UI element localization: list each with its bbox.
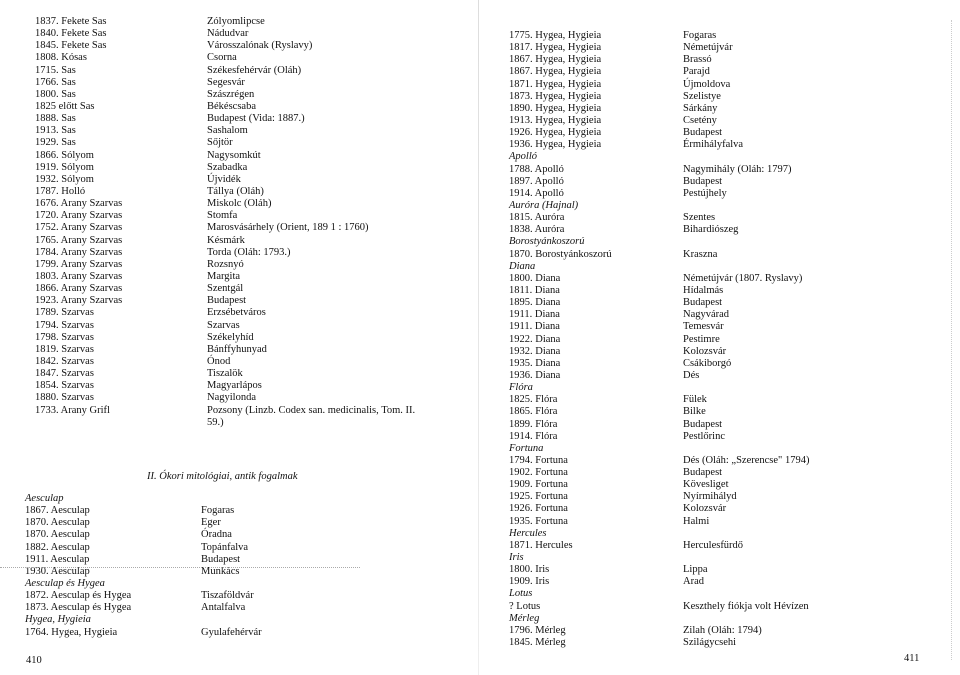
entry-location: Budapest xyxy=(683,175,723,187)
entry-name: 1720. Arany Szarvas xyxy=(35,210,123,222)
entry-location: Sárkány xyxy=(683,102,718,114)
entry-location: Sőjtör xyxy=(207,137,233,149)
entry-name: 1788. Apolló xyxy=(509,163,564,175)
entry-name: 1766. Sas xyxy=(35,76,76,88)
entry-name: 1865. Flóra xyxy=(509,406,558,418)
entry-location: Nagyvárad xyxy=(683,309,730,321)
entry-location: Lippa xyxy=(683,564,708,576)
entry-name: Apolló xyxy=(509,151,537,163)
entry-name: 1932. Sólyom xyxy=(35,173,94,185)
entry-name: 1764. Hygea, Hygieia xyxy=(25,626,118,638)
entry-name: 1888. Sas xyxy=(35,113,76,125)
entry-name: 1794. Fortuna xyxy=(509,454,568,466)
entry-name: 1909. Iris xyxy=(509,576,550,588)
entry-name: 1799. Arany Szarvas xyxy=(35,258,123,270)
entry-location: Dés (Oláh: „Szerencse" 1794) xyxy=(683,454,810,466)
entry-name: 1935. Diana xyxy=(509,357,561,369)
entry-name: 1787. Holló xyxy=(35,185,86,197)
entry-name: 1794. Szarvas xyxy=(35,319,94,331)
entry-name: 1936. Diana xyxy=(509,369,561,381)
entry-location: Pestújhely xyxy=(683,187,727,199)
entry-name: 1932. Diana xyxy=(509,345,561,357)
entry-name: 1733. Arany Grifl xyxy=(35,404,110,416)
entry-location: Herculesfürdő xyxy=(683,539,744,551)
entry-location: Bihardiószeg xyxy=(683,224,739,236)
entry-location: Késmárk xyxy=(207,234,245,246)
entry-location xyxy=(683,261,809,273)
entry-location xyxy=(683,151,809,163)
entry-location: Nagyilonda xyxy=(207,392,256,404)
entry-name: Diana xyxy=(509,260,536,272)
entry-name: Hercules xyxy=(509,527,547,539)
entry-location: Székesfehérvár (Oláh) xyxy=(207,64,302,76)
entry-name: 1817. Hygea, Hygieia xyxy=(509,42,602,54)
entry-location xyxy=(683,528,809,540)
left-col-pharmacy-names xyxy=(35,16,122,417)
entry-location xyxy=(683,382,809,394)
entry-name: 1867. Hygea, Hygieia xyxy=(509,54,602,66)
entry-name: 1919. Sólyom xyxy=(35,161,94,173)
entry-location: Eger xyxy=(201,517,221,529)
entry-location: Halmi xyxy=(683,515,710,527)
entry-name: 1914. Apolló xyxy=(509,187,564,199)
entry-name: Aesculap és Hygea xyxy=(25,577,105,589)
entry-location: Gyulafehérvár xyxy=(201,626,262,638)
entry-name: 1909. Fortuna xyxy=(509,479,568,491)
entry-location: Tiszalök xyxy=(207,368,243,380)
entry-name: 1866. Sólyom xyxy=(35,149,94,161)
page-edge xyxy=(951,20,953,660)
entry-location: Arad xyxy=(683,576,704,588)
entry-name: 1873. Aesculap és Hygea xyxy=(25,602,132,614)
entry-location: Zilah (Oláh: 1794) xyxy=(683,624,762,636)
entry-name: 1866. Arany Szarvas xyxy=(35,283,123,295)
entry-location xyxy=(201,614,262,626)
entry-name: Lotus xyxy=(509,588,533,600)
entry-location: Sashalom xyxy=(207,125,248,137)
entry-location xyxy=(683,200,809,212)
entry-location xyxy=(683,588,809,600)
entry-name: 1715. Sas xyxy=(35,64,76,76)
entry-name: 1796. Mérleg xyxy=(509,624,566,636)
entry-location: Segesvár xyxy=(207,76,245,88)
entry-name: 1930. Aesculap xyxy=(25,565,90,577)
entry-name: Mérleg xyxy=(509,612,540,624)
entry-location: Kraszna xyxy=(683,248,718,260)
entry-location: 59.) xyxy=(207,416,224,428)
entry-location: Fogaras xyxy=(683,30,717,41)
entry-name: Borostyánkoszorú xyxy=(509,236,585,248)
right-col-locations xyxy=(683,30,809,649)
entry-location: Brassó xyxy=(683,54,712,66)
entry-location xyxy=(201,493,262,505)
entry-location: Budapest (Vida: 1887.) xyxy=(207,113,305,125)
entry-location: Érmihályfalva xyxy=(683,139,744,151)
page-gutter xyxy=(478,0,479,675)
entry-name: Flóra xyxy=(509,382,533,394)
entry-location: Fogaras xyxy=(201,505,235,517)
entry-name: 1775. Hygea, Hygieia xyxy=(509,30,602,41)
entry-name: 1872. Aesculap és Hygea xyxy=(25,590,132,602)
entry-name: 1803. Arany Szarvas xyxy=(35,270,123,282)
entry-location: Szentes xyxy=(683,212,716,224)
entry-location: Németújvár xyxy=(683,42,733,54)
entry-name: 1897. Apolló xyxy=(509,175,564,187)
entry-location: Margita xyxy=(207,270,241,282)
entry-location: Óradna xyxy=(201,529,232,541)
entry-location: Tiszaföldvár xyxy=(201,590,254,602)
entry-name: 1789. Szarvas xyxy=(35,307,94,319)
entry-location: Németújvár (1807. Ryslavy) xyxy=(683,272,803,284)
entry-location: Pozsony (Linzb. Codex san. medicinalis, Tom. II. xyxy=(207,404,416,416)
entry-name: 1929. Sas xyxy=(35,137,76,149)
entry-name: 1873. Hygea, Hygieia xyxy=(509,90,602,102)
entry-name: 1926. Fortuna xyxy=(509,503,568,515)
entry-name: 1800. Diana xyxy=(509,272,561,284)
entry-name: 1913. Sas xyxy=(35,125,76,137)
entry-name: 1911. Aesculap xyxy=(25,553,90,565)
entry-location: Nagymihály (Oláh: 1797) xyxy=(683,163,792,175)
entry-location: Bánffyhunyad xyxy=(207,343,267,355)
entry-location: Székelyhíd xyxy=(207,331,254,343)
entry-name: ? Lotus xyxy=(509,600,541,612)
entry-location: Budapest xyxy=(683,467,723,479)
entry-location: Budapest xyxy=(201,553,241,565)
entry-location xyxy=(683,552,809,564)
entry-name: 1936. Hygea, Hygieia xyxy=(509,139,602,151)
entry-name: 1815. Auróra xyxy=(509,212,565,224)
entry-location: Stomfa xyxy=(207,210,238,222)
left-col-mythology-locations xyxy=(201,493,262,639)
dotted-line xyxy=(0,567,360,568)
entry-name: 1837. Fekete Sas xyxy=(35,16,107,27)
entry-location: Miskolc (Oláh) xyxy=(207,198,272,210)
entry-name: 1845. Mérleg xyxy=(509,637,566,649)
entry-location: Budapest xyxy=(683,127,723,139)
entry-name: 1819. Szarvas xyxy=(35,343,94,355)
entry-location: Munkács xyxy=(201,565,240,577)
entry-name: 1811. Diana xyxy=(509,284,560,296)
entry-name: 1825 előtt Sas xyxy=(35,100,95,112)
entry-location: Szabadka xyxy=(207,161,248,173)
entry-name: 1880. Szarvas xyxy=(35,392,94,404)
entry-name: 1765. Arany Szarvas xyxy=(35,234,123,246)
entry-location: Nádudvar xyxy=(207,28,249,40)
entry-location: Szilágycsehi xyxy=(683,637,737,649)
entry-name: 1871. Hercules xyxy=(509,539,573,551)
entry-location: Szelistye xyxy=(683,90,721,102)
entry-location: Újvidék xyxy=(207,173,241,185)
entry-name: 1890. Hygea, Hygieia xyxy=(509,102,602,114)
entry-name: 1871. Hygea, Hygieia xyxy=(509,78,602,90)
entry-name: 1838. Auróra xyxy=(509,224,565,236)
entry-name: 1895. Diana xyxy=(509,297,561,309)
entry-location: Hídalmás xyxy=(683,284,724,296)
entry-name: Auróra (Hajnal) xyxy=(509,199,579,211)
entry-name: 1752. Arany Szarvas xyxy=(35,222,123,234)
entry-location: Csorna xyxy=(207,52,237,64)
entry-name: 1935. Fortuna xyxy=(509,515,568,527)
entry-location: Pestlőrinc xyxy=(683,430,725,442)
entry-location: Kolozsvár xyxy=(683,345,727,357)
entry-location: Fülek xyxy=(683,394,707,406)
entry-name: 1845. Fekete Sas xyxy=(35,40,107,52)
right-col-mythology-names xyxy=(509,30,612,649)
entry-name: 1882. Aesculap xyxy=(25,541,90,553)
entry-location: Szentgál xyxy=(207,283,244,295)
entry-name: 1842. Szarvas xyxy=(35,355,94,367)
entry-name: 1867. Aesculap xyxy=(25,505,90,517)
entry-location: Temesvár xyxy=(683,321,724,333)
entry-location: Budapest xyxy=(207,295,247,307)
entry-name: 1870. Borostyánkoszorú xyxy=(509,248,612,260)
entry-name: 1854. Szarvas xyxy=(35,380,94,392)
entry-location: Városszalónak (Ryslavy) xyxy=(207,40,313,52)
entry-name: 1926. Hygea, Hygieia xyxy=(509,127,602,139)
entry-location: Zólyomlipcse xyxy=(207,16,265,27)
entry-location: Parajd xyxy=(683,66,710,78)
entry-name: 1899. Flóra xyxy=(509,418,558,430)
entry-location: Szarvas xyxy=(207,319,240,331)
entry-location: Ónod xyxy=(207,355,231,367)
entry-location: Nyírmihályd xyxy=(683,491,737,503)
entry-location xyxy=(683,613,809,625)
entry-name: 1800. Sas xyxy=(35,88,76,100)
entry-name: 1911. Diana xyxy=(509,321,560,333)
entry-location: Bilke xyxy=(683,406,706,418)
entry-location: Topánfalva xyxy=(201,541,249,553)
entry-location xyxy=(201,578,262,590)
entry-name: 1925. Fortuna xyxy=(509,491,568,503)
entry-name: Fortuna xyxy=(509,442,544,454)
page-number-left: 410 xyxy=(26,655,42,666)
entry-name: 1800. Iris xyxy=(509,564,550,576)
entry-location: Dés xyxy=(683,369,700,381)
entry-name: 1798. Szarvas xyxy=(35,331,94,343)
entry-name: 1870. Aesculap xyxy=(25,517,90,529)
entry-location: Antalfalva xyxy=(201,602,246,614)
entry-name: 1784. Arany Szarvas xyxy=(35,246,123,258)
entry-name: 1911. Diana xyxy=(509,309,560,321)
entry-location: Kövesliget xyxy=(683,479,729,491)
entry-location: Marosvásárhely (Orient, 189 1 : 1760) xyxy=(207,222,369,234)
entry-name: 1808. Kósas xyxy=(35,52,87,64)
entry-location: Csetény xyxy=(683,114,717,126)
entry-name: 1922. Diana xyxy=(509,333,561,345)
entry-location: Pestimre xyxy=(683,333,720,345)
entry-location xyxy=(683,443,809,455)
left-col-locations xyxy=(207,16,415,429)
entry-name: 1840. Fekete Sas xyxy=(35,28,107,40)
entry-location: Erzsébetváros xyxy=(207,307,266,319)
entry-name: Iris xyxy=(509,552,524,564)
entry-location: Békéscsaba xyxy=(207,100,256,112)
page-number-right: 411 xyxy=(904,653,920,664)
entry-name: Hygea, Hygieia xyxy=(25,614,91,626)
entry-name: 1870. Aesculap xyxy=(25,529,90,541)
entry-location xyxy=(683,236,809,248)
entry-location: Újmoldova xyxy=(683,78,731,90)
entry-name: 1913. Hygea, Hygieia xyxy=(509,114,602,126)
entry-location: Nagysomkút xyxy=(207,149,261,161)
entry-name: Aesculap xyxy=(25,493,64,504)
entry-name: 1867. Hygea, Hygieia xyxy=(509,66,602,78)
entry-location: Budapest xyxy=(683,297,723,309)
entry-name: 1676. Arany Szarvas xyxy=(35,198,123,210)
left-col-mythology-names xyxy=(25,493,131,639)
section-title: II. Ókori mitológiai, antik fogalmak xyxy=(147,471,298,482)
entry-name: 1902. Fortuna xyxy=(509,467,568,479)
entry-location: Szászrégen xyxy=(207,88,255,100)
entry-location: Csákiborgó xyxy=(683,357,732,369)
entry-location: Tállya (Oláh) xyxy=(207,185,264,197)
entry-location: Kolozsvár xyxy=(683,503,727,515)
entry-location: Torda (Oláh: 1793.) xyxy=(207,246,291,258)
entry-location: Budapest xyxy=(683,418,723,430)
entry-location: Magyarlápos xyxy=(207,380,262,392)
entry-name: 1847. Szarvas xyxy=(35,368,94,380)
entry-name: 1914. Flóra xyxy=(509,430,558,442)
entry-name: 1825. Flóra xyxy=(509,394,558,406)
entry-location: Keszthely fiókja volt Hévízen xyxy=(683,600,809,612)
entry-location: Rozsnyó xyxy=(207,258,244,270)
entry-name: 1923. Arany Szarvas xyxy=(35,295,123,307)
